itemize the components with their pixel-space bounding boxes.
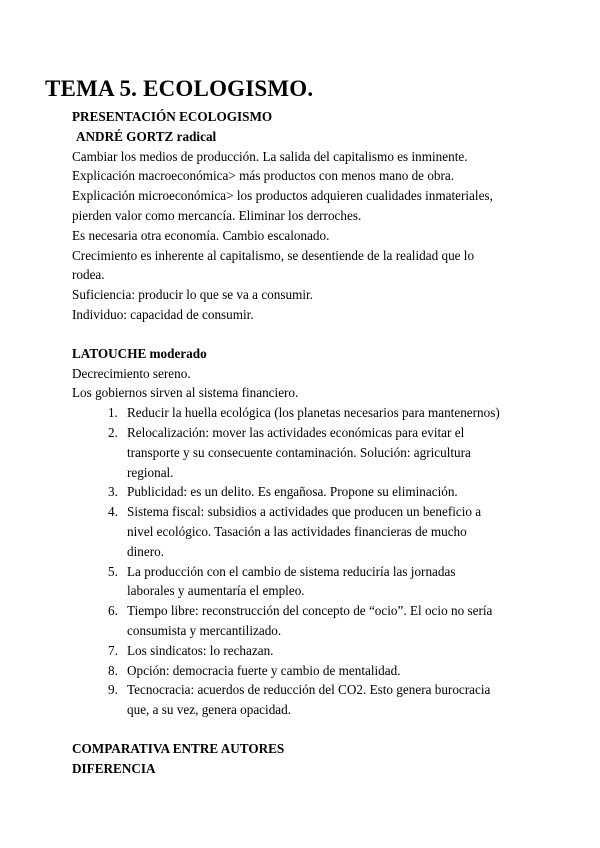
list-item-line: Relocalización: mover las actividades económicas para evitar el bbox=[127, 424, 465, 440]
paragraph-line: Suficiencia: producir lo que se va a consumir. bbox=[72, 287, 313, 303]
paragraph-line: Decrecimiento sereno. bbox=[72, 365, 191, 381]
list-item-number: 8. bbox=[108, 662, 118, 678]
list-item bbox=[72, 502, 572, 561]
list-item-line: La producción con el cambio de sistema reduciría las jornadas bbox=[127, 563, 456, 579]
list-item-line: consumista y mercantilizado. bbox=[127, 622, 282, 638]
list-item-number: 4. bbox=[108, 504, 118, 520]
list-item bbox=[72, 641, 572, 661]
list-item bbox=[72, 661, 572, 681]
paragraph-line: Explicación macroeconómica> más productos con menos mano de obra. bbox=[72, 168, 455, 184]
list-item-line: transporte y su consecuente contaminación. Solución: agricultura bbox=[127, 444, 471, 460]
numbered-list bbox=[72, 403, 572, 720]
list-item-number: 9. bbox=[108, 682, 118, 698]
list-item-number: 2. bbox=[108, 424, 118, 440]
paragraph-line: Explicación microeconómica> los productos adquieren cualidades inmateriales, bbox=[72, 188, 493, 204]
subheading-diferencia: DIFERENCIA bbox=[72, 760, 156, 776]
spacer bbox=[72, 720, 572, 739]
subheading-gortz: ANDRÉ GORTZ radical bbox=[76, 128, 217, 144]
list-item-number: 6. bbox=[108, 603, 118, 619]
list-item bbox=[72, 482, 572, 502]
page-title: TEMA 5. ECOLOGISMO. bbox=[45, 76, 314, 101]
paragraph-line: rodea. bbox=[72, 267, 105, 283]
paragraph-line: pierden valor como mercancía. Eliminar los derroches. bbox=[72, 207, 362, 223]
spacer bbox=[72, 325, 572, 344]
list-item-number: 1. bbox=[108, 405, 118, 421]
list-item-line: Opción: democracia fuerte y cambio de mentalidad. bbox=[127, 662, 401, 678]
list-item bbox=[72, 403, 572, 423]
list-item-line: dinero. bbox=[127, 543, 164, 559]
paragraph-line: Los gobiernos sirven al sistema financiero. bbox=[72, 385, 299, 401]
section-heading-comparativa: COMPARATIVA ENTRE AUTORES bbox=[72, 740, 285, 756]
list-item-line: laborales y aumentaría el empleo. bbox=[127, 583, 305, 599]
list-item-line: que, a su vez, genera opacidad. bbox=[127, 702, 292, 718]
paragraph-line: Crecimiento es inherente al capitalismo, se desentiende de la realidad que lo bbox=[72, 247, 475, 263]
list-item bbox=[72, 680, 572, 720]
document-body bbox=[72, 107, 572, 779]
section-heading-presentacion: PRESENTACIÓN ECOLOGISMO bbox=[72, 109, 273, 124]
paragraph-line: Es necesaria otra economía. Cambio escalonado. bbox=[72, 227, 330, 243]
list-item-number: 7. bbox=[108, 642, 118, 658]
list-item-line: regional. bbox=[127, 464, 174, 480]
list-item-number: 5. bbox=[108, 563, 118, 579]
paragraph-line: Individuo: capacidad de consumir. bbox=[72, 306, 254, 322]
list-item bbox=[72, 562, 572, 602]
list-item bbox=[72, 423, 572, 482]
list-item-line: Los sindicatos: lo rechazan. bbox=[127, 642, 274, 658]
list-item bbox=[72, 601, 572, 641]
list-item-number: 3. bbox=[108, 484, 118, 500]
list-item-line: Reducir la huella ecológica (los planetas necesarios para mantenernos) bbox=[127, 405, 500, 421]
paragraph-line: Cambiar los medios de producción. La salida del capitalismo es inminente. bbox=[72, 148, 468, 164]
list-item-line: Tiempo libre: reconstrucción del concepto de “ocio”. El ocio no sería bbox=[127, 603, 493, 619]
list-item-line: Tecnocracia: acuerdos de reducción del CO2. Esto genera burocracia bbox=[127, 682, 491, 698]
section-heading-latouche: LATOUCHE moderado bbox=[72, 345, 207, 361]
list-item-line: Publicidad: es un delito. Es engañosa. Propone su eliminación. bbox=[127, 484, 458, 500]
list-item-line: Sistema fiscal: subsidios a actividades que producen un beneficio a bbox=[127, 504, 482, 520]
list-item-line: nivel ecológico. Tasación a las actividades financieras de mucho bbox=[127, 523, 467, 539]
